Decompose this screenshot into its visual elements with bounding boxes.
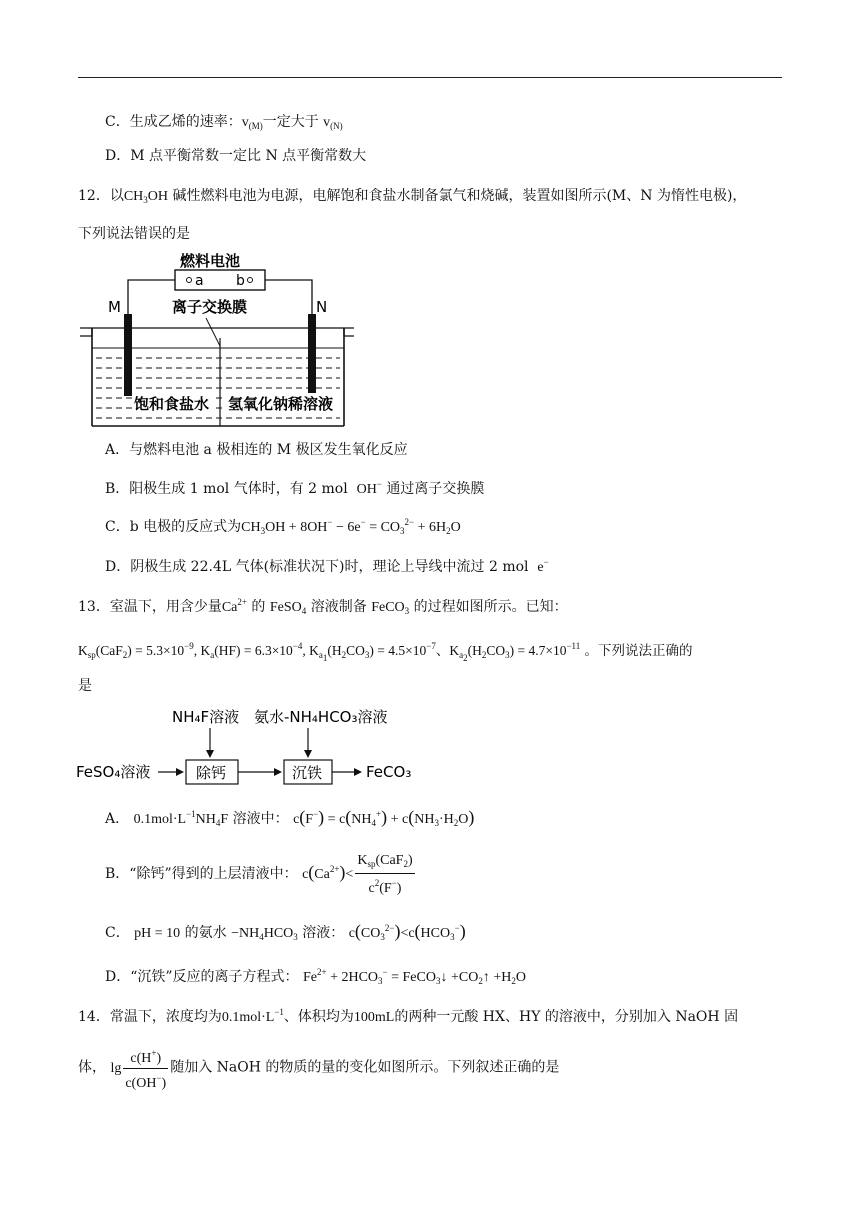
right-solution-label: 氢氧化钠稀溶液: [228, 395, 334, 413]
electrode-m-label: M: [108, 298, 121, 316]
q13-option-c: C． pH = 10 的氨水 $-NH_4HCO_3$ 溶液： $c(CO_3^{2-})<c(HCO_3^-)$: [105, 921, 466, 942]
header-rule: [78, 77, 782, 78]
q14-stem-2: 体， lg $\frac{c(H^+)}{c(OH^-)}$ 随加入 NaOH 的物质的量的变化如图所示。下列叙述正确的是: [78, 1044, 559, 1093]
flow-product: FeCO₃: [366, 763, 412, 781]
membrane-label: 离子交换膜: [172, 298, 248, 316]
q12-stem-2: 下列说法错误的是: [78, 226, 190, 242]
q12-option-c: C．b 电极的反应式为$CH_3OH + 8OH^- - 6e^- = CO_3^{2-} + 6H_2O$: [105, 517, 461, 536]
q12-stem: 12．以$CH_3OH$ 碱性燃料电池为电源，电解饱和食盐水制备氯气和烧碱，装置如图所示(M、N 为惰性电极)，: [78, 188, 747, 205]
flow-step-2: 沉铁: [292, 764, 323, 782]
electrolysis-diagram: [78, 250, 368, 430]
q13-stem: 13．室温下，用含少量$Ca^{2+}$ 的 FeSO$_4$ 溶液制备 FeCO$_3$ 的过程如图所示。已知：: [78, 597, 568, 616]
left-solution-label: 饱和食盐水: [134, 395, 210, 413]
battery-label: 燃料电池: [180, 252, 241, 270]
q12-option-d: D．阴极生成 22.4L 气体(标准状况下)时，理论上导线中流过 2 mol e−: [105, 557, 549, 575]
q12-option-a: A．与燃料电池 a 极相连的 M 极区发生氧化反应: [105, 442, 408, 458]
flow-reagent-1: NH₄F溶液: [172, 708, 240, 726]
flow-reagent-2: 氨水-NH₄HCO₃溶液: [254, 708, 388, 726]
terminal-a-label: a: [195, 273, 204, 289]
q13-option-d: D．“沉铁”反应的离子方程式： $Fe^{2+} + 2HCO_3^-$ = FeCO$_3$↓ $+CO_2↑ +H_2O$: [105, 967, 526, 986]
q13-stem-3: 是: [78, 678, 92, 694]
q11-option-d: D．M 点平衡常数一定比 N 点平衡常数大: [105, 148, 367, 164]
terminal-b-label: b: [236, 273, 245, 289]
flow-start: FeSO₄溶液: [76, 763, 151, 781]
process-flow-diagram: [76, 702, 416, 794]
q13-constants: $K_{sp}(CaF_2) = 5.3\times 10^{-9}$, $K_a(HF) = 6.3\times 10^{-4}$, $K_{a_1}(H_2CO_3) = 4.5\times 10^{-7}$、$K_{a_2}(H_2CO_3) = 4.7\times 10^{-11}$ 。下列说法正确的: [78, 641, 693, 663]
q13-option-a: A． $0.1mol\cdot L^{-1}NH_4F$ 溶液中： $c(F^-) = c(NH_4^+) + c(NH_3\cdot H_2O)$: [105, 807, 475, 828]
q11-option-c: C．生成乙烯的速率：$v_{(M)}$一定大于 $v_{(N)}$: [105, 114, 343, 131]
electrode-n-label: N: [316, 298, 328, 316]
q14-stem: 14．常温下，浓度均为$0.1mol\cdot L^{-1}$、体积均为100mL的两种一元酸 HX、HY 的溶液中，分别加入 NaOH 固: [78, 1007, 739, 1025]
flow-step-1: 除钙: [196, 764, 227, 782]
q12-option-b: B．阳极生成 1 mol 气体时，有 2 mol OH− 通过离子交换膜: [105, 479, 485, 497]
q13-option-b: B．“除钙”得到的上层清液中： $c(Ca^{2+})<$ $\frac{K_{sp}(CaF_2)}{c^2(F^-)}$: [105, 853, 413, 896]
